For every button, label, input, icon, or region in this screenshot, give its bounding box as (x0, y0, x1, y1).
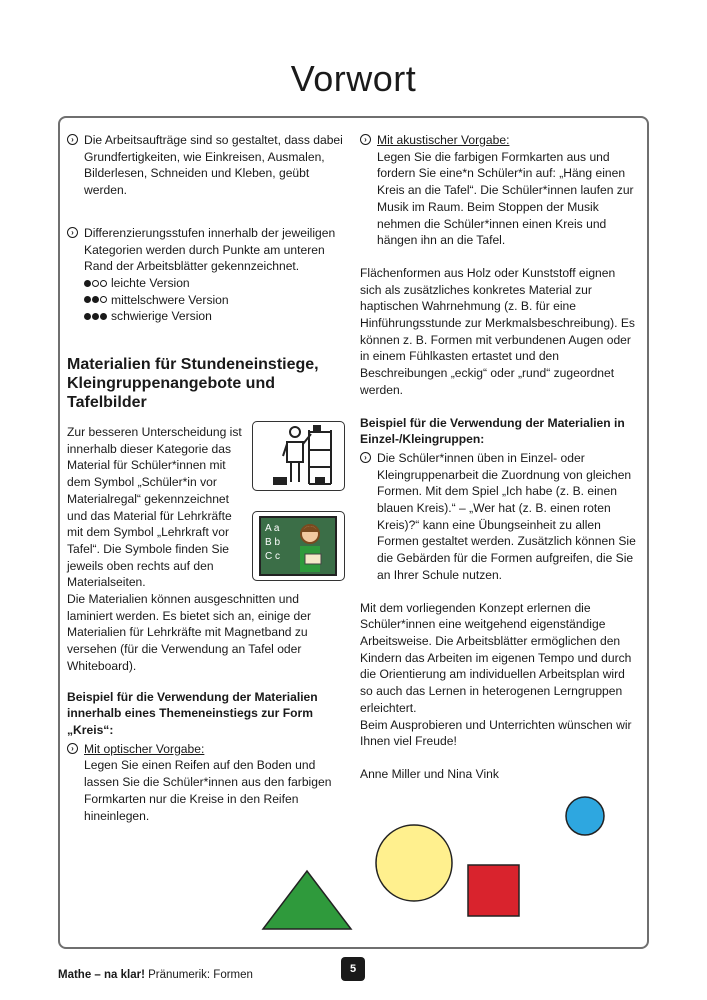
signature: Anne Miller und Nina Vink (360, 766, 499, 781)
board-letter-b: B b (265, 537, 281, 548)
optical-label: Mit optischer Vorgabe: (84, 741, 205, 756)
closing-text: Mit dem vorliegenden Konzept erlernen die Schüler*innen eine weitgehend eigenständige Arbeitsweise. Die Arbeitsblätter ermöglichen den Kindern das Arbeiten im eigenen Tempo und durch die Orientierung am individuellen Arbeitsplan wird so auch das Lernen in heterogenen Lerngruppen erleichtert. (360, 600, 632, 715)
wish-text: Beim Ausprobieren und Unterrichten wünschen wir Ihnen viel Freude! (360, 717, 632, 749)
page-title: Vorwort (290, 58, 417, 99)
level-label: leichte Version (111, 275, 190, 290)
section-heading: Materialien für Stundeneinstiege, Kleingruppenangebote und Tafelbilder (67, 356, 319, 412)
arrow-circle-icon: › (360, 134, 371, 145)
acoustic-label: Mit akustischer Vorgabe: (377, 133, 510, 147)
materials-intro-text: Zur besseren Unterscheidung ist innerhalb dieser Kategorie das Material für Schüler*innen mit dem Symbol „Schüler*in vor Materialregal“ gekennzeichnet und das Material für Lehrkräfte mit dem Symbol „Lehrkraft vor Tafel“. Die Symbole finden Sie jeweils oben rechts auf den Materialseiten. (67, 425, 242, 590)
bullet-differentiation-text: Differenzierungsstufen innerhalb der jeweiligen Kategorien werden durch Punkte am unteren Rand der Arbeitsblätter gekennzeichnet. (84, 225, 336, 274)
level-label: schwierige Version (111, 309, 212, 324)
red-square-shape (468, 865, 519, 916)
example-heading-groups: Beispiel für die Verwendung der Materialien in Einzel-/Kleingruppen: (360, 415, 625, 447)
level-label: mittelschwere Version (111, 292, 229, 307)
arrow-circle-icon: › (67, 134, 78, 145)
footer-brand: Mathe – na klar! (58, 969, 145, 981)
green-triangle-shape (263, 871, 351, 929)
bullet-skills-text: Die Arbeitsaufträge sind so gestaltet, dass dabei Grundfertigkeiten, wie Einkreisen, Ausmalen, Bilderlesen, Schneiden und Kleben, geübt werden. (84, 133, 343, 198)
arrow-circle-icon: › (67, 743, 78, 754)
page-number: 5 (341, 957, 365, 981)
materials-laminate-text: Die Materialien können ausgeschnitten und laminiert werden. Es bietet sich an, einige der Materialien für Lehrkräfte mit Magnetband zu versehen (für die Verwendung an Tafel oder Whiteboard). (67, 592, 312, 673)
board-letter-c: C c (265, 551, 280, 562)
yellow-circle-shape (376, 825, 452, 901)
blue-circle-shape (566, 797, 604, 835)
arrow-circle-icon: › (360, 452, 371, 463)
footer-subtitle: Pränumerik: Formen (148, 969, 253, 981)
arrow-circle-icon: › (67, 227, 78, 238)
optical-text: Legen Sie einen Reifen auf den Boden und lassen Sie die Schüler*innen aus den farbigen Formkarten nur die Kreise in den Reifen hineinlegen. (84, 758, 332, 823)
acoustic-text: Legen Sie die farbigen Formkarten aus und fordern Sie eine*n Schüler*in auf: „Häng einen Kreis an die Tafel“. Die Schüler*innen laufen zur Musik im Raum. Beim Stoppen der Musik nehmen die Schüler*innen einen Kreis und hängen ihn an die Tafel. (377, 149, 634, 248)
board-letter-a: A a (265, 523, 280, 534)
footer-title (58, 969, 253, 981)
example-heading-circle: Beispiel für die Verwendung der Materialien innerhalb eines Themeneinstiegs zur Form „Kreis“: (67, 689, 318, 737)
haptic-material-text: Flächenformen aus Holz oder Kunststoff eignen sich als zusätzliches konkretes Material zur haptischen Wahrnehmung (z. B. für eine Hinführungsstunde zur Merkmalsbeschreibung). Es können z. B. Formen mit verbundenen Augen oder in einem Fühlkasten ertastet und den Beschreibungen „eckig“ oder „rund“ zugeordnet werden. (360, 265, 635, 397)
groups-example-text: Die Schüler*innen üben in Einzel- oder Kleingruppenarbeit die Zuordnung von gleichen Formen. Mit dem Spiel „Ich habe (z. B. einen blauen Kreis).“ – „Wer hat (z. B. einen roten Kreis)?“ kann eine Übungseinheit zu allen Formen gestaltet werden. Zusätzlich können Sie die Gebärden für die Formen aufgreifen, die Sie an Ihrer Schule nutzen. (377, 450, 636, 582)
